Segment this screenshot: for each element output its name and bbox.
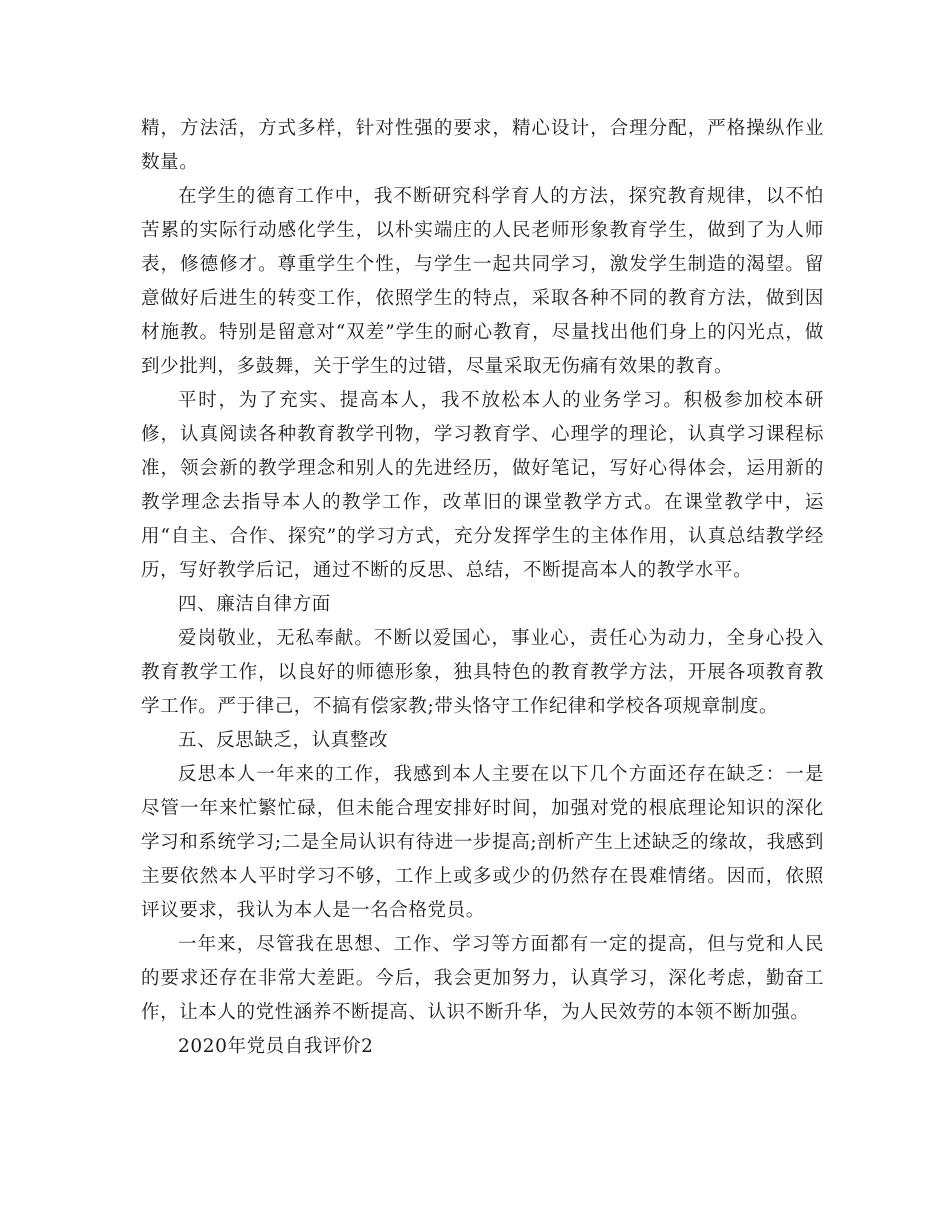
document-subtitle: 2020年党员自我评价2: [178, 1036, 374, 1057]
paragraph: 一年来，尽管我在思想、工作、学习等方面都有一定的提高，但与党和人民的要求还存在非常大差距。今后，我会更加努力，认真学习，深化考虑，勤奋工作，让本人的党性涵养不断提高、认识不断升华，为人民效劳的本领不断加强。: [141, 934, 824, 1023]
paragraph: 反思本人一年来的工作，我感到本人主要在以下几个方面还存在缺乏：一是尽管一年来忙繁忙碌，但未能合理安排好时间，加强对党的根底理论知识的深化学习和系统学习;二是全局认识有待进一步提高;剖析产生上述缺乏的缘故，我感到主要依然本人平时学习不够，工作上或多或少的仍然存在畏难情绪。因而，依照评议要求，我认为本人是一名合格党员。: [141, 764, 824, 921]
section-heading: 五、反思缺乏，认真整改: [178, 730, 389, 751]
section-heading: 四、廉洁自律方面: [178, 594, 331, 615]
paragraph: 精，方法活，方式多样，针对性强的要求，精心设计，合理分配，严格操纵作业数量。: [141, 118, 824, 173]
paragraph: 在学生的德育工作中，我不断研究科学育人的方法，探究教育规律，以不怕苦累的实际行动感化学生，以朴实端庄的人民老师形象教育学生，做到了为人师表，修德修才。尊重学生个性，与学生一起共同学习，激发学生制造的渴望。留意做好后进生的转变工作，依照学生的特点，采取各种不同的教育方法，做到因材施教。特别是留意对“双差”学生的耐心教育，尽量找出他们身上的闪光点，做到少批判，多鼓舞，关于学生的过错，尽量采取无伤痛有效果的教育。: [141, 186, 824, 377]
document-body: [141, 112, 824, 1064]
paragraph: 平时，为了充实、提高本人，我不放松本人的业务学习。积极参加校本研修，认真阅读各种教育教学刊物，学习教育学、心理学的理论，认真学习课程标准，领会新的教学理念和别人的先进经历，做好笔记，写好心得体会，运用新的教学理念去指导本人的教学工作，改革旧的课堂教学方式。在课堂教学中，运用“自主、合作、探究”的学习方式，充分发挥学生的主体作用，认真总结教学经历，写好教学后记，通过不断的反思、总结，不断提高本人的教学水平。: [141, 390, 824, 581]
paragraph: 爱岗敬业，无私奉献。不断以爱国心，事业心，责任心为动力，全身心投入教育教学工作，以良好的师德形象，独具特色的教育教学方法，开展各项教育教学工作。严于律己，不搞有偿家教;带头恪守工作纪律和学校各项规章制度。: [141, 628, 824, 717]
